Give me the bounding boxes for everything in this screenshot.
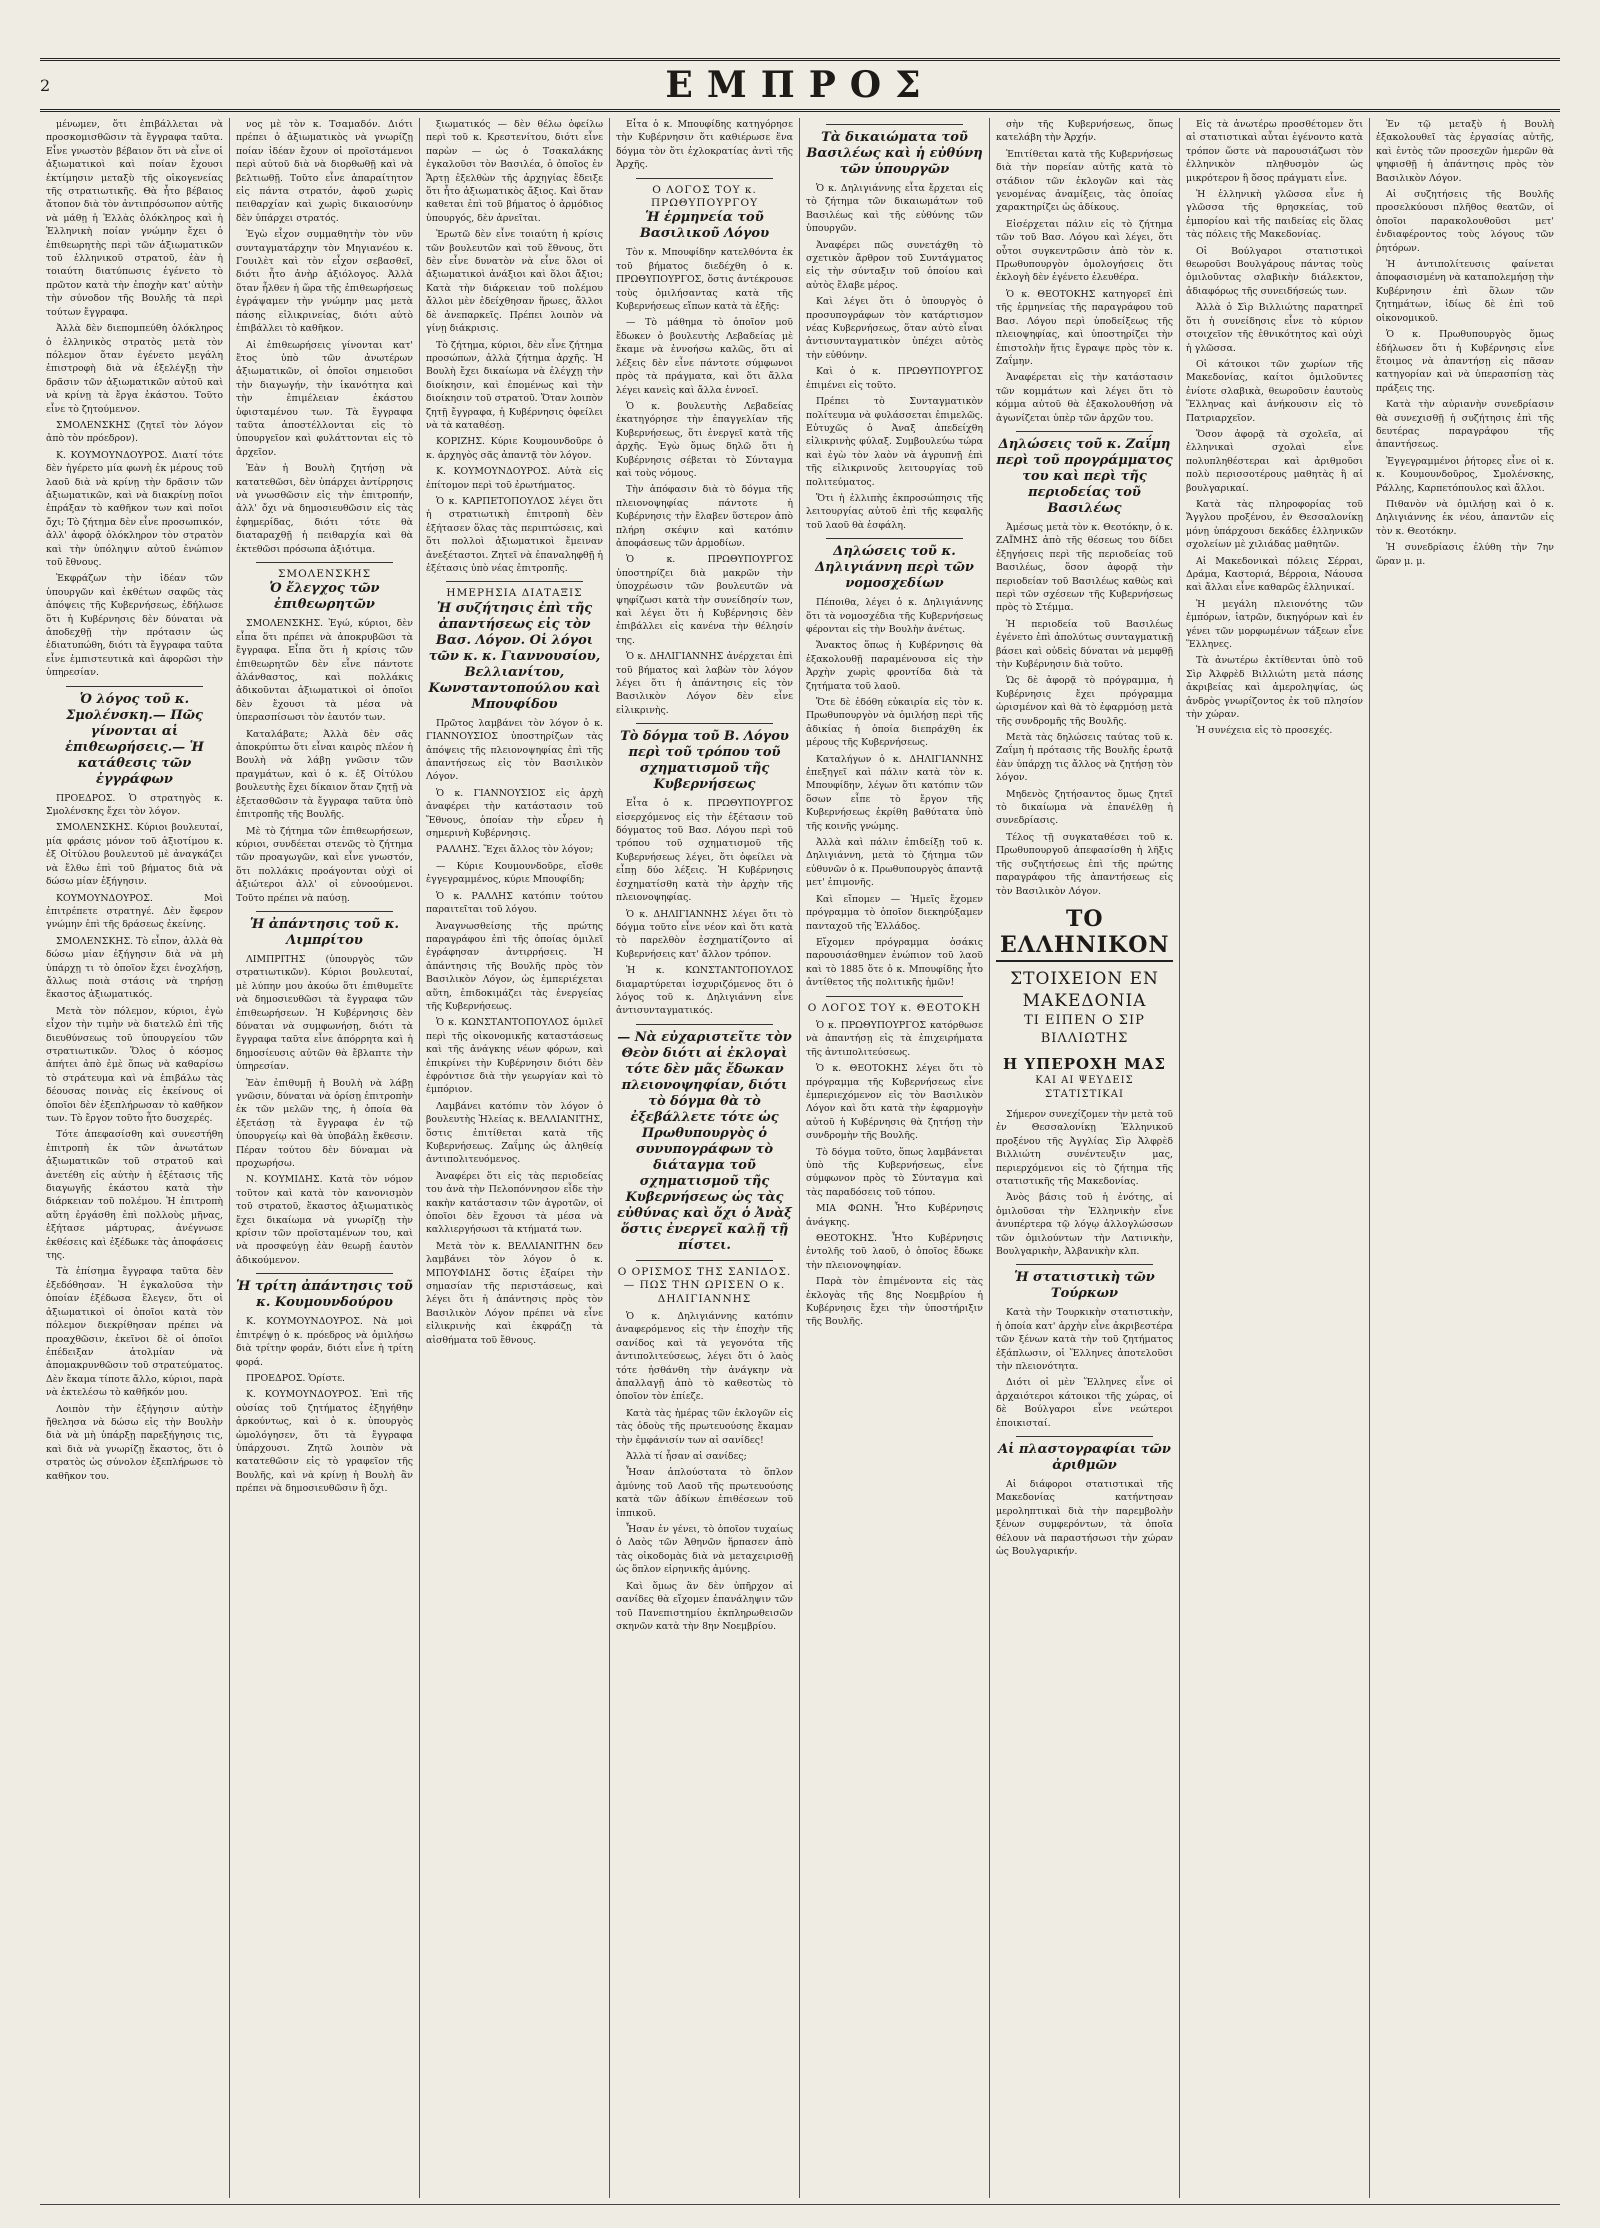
paragraph: Τὴν ἀπόφασιν διὰ τὸ δόγμα τῆς πλειονοψηφίας πάντοτε ἡ Κυβέρνησις τὴν ἔλαβεν ὕστερον ἀπὸ πλήρη σκέψιν καὶ κατόπιν ἀποφάσεως τῶν ἀρμοδίων.: [616, 484, 793, 549]
paragraph: Τὰ ἀνωτέρω ἐκτίθενται ὑπὸ τοῦ Σὶρ Ἀλφρὲδ Βιλλιώτη μετὰ πάσης ἀκριβείας καὶ ἀμεροληψίας, ὡς ἀνδρὸς γνωρίζοντος ἐκ τοῦ πλησίον τὴν χώραν.: [1186, 655, 1363, 721]
paragraph: ΚΟΥΜΟΥΝΔΟΥΡΟΣ. Μοὶ ἐπιτρέπετε στρατηγέ. Δὲν ἔφερον γνώμην ἐπὶ τῆς δράσεως ἐκείνης.: [46, 892, 223, 931]
feature-line-1: ΣΤΟΙΧΕΙΟΝ ΕΝ ΜΑΚΕΔΟΝΙΑ: [1010, 968, 1159, 1011]
section-heading: [236, 1273, 413, 1311]
section-heading: [236, 911, 413, 949]
paragraph: Ὁ κ. ΡΑΛΛΗΣ κατόπιν τούτου παραιτεῖται τοῦ λόγου.: [426, 890, 603, 916]
paragraph: Ὁ κ. Δηλιγιάννης εἶτα ἔρχεται εἰς τὸ ζήτημα τῶν δικαιωμάτων τοῦ Βασιλέως καὶ τῆς εὐθύνης τῶν ὑπουργῶν.: [806, 183, 983, 235]
heading-title: Ὁ ἔλεγχος τῶν ἐπιθεωρητῶν: [269, 581, 380, 613]
paragraph: Αἱ Μακεδονικαὶ πόλεις Σέρραι, Δράμα, Καστοριά, Βέρροια, Νάουσα καὶ ἄλλαι εἶνε καθαρῶς ἑλληνικαί.: [1186, 555, 1363, 594]
paragraph: Αἱ ἐπιθεωρήσεις γίνονται κατ' ἔτος ὑπὸ τῶν ἀνωτέρων ἀξιωματικῶν, οἱ ὁποῖοι σημειοῦσι τὴν διαγωγήν, τὴν ἱκανότητα καὶ τὴν ἐπιμέλειαν ἑκάστου ὑφισταμένου των. Τὰ ἔγγραφα ταῦτα ἀποστέλλονται εἰς τὸ ὑπουργεῖον καὶ φυλάττονται εἰς τὸ ἀρχεῖον.: [236, 339, 413, 458]
paragraph: Καὶ ὅμως ἂν δὲν ὑπῆρχον αἱ σανίδες θὰ εἴχομεν ἐπανάληψιν τῶν τοῦ Πανεπιστημίου ἐκπληρωθεισῶν σκηνῶν κατὰ τὴν 8ην Νοεμβρίου.: [616, 1580, 793, 1632]
heading-title: Τὰ δικαιώματα τοῦ Βασιλέως καὶ ἡ εὐθύνη τῶν ὑπουργῶν: [806, 130, 983, 177]
paragraph: Ἄνακτος ὅπως ἡ Κυβέρνησις θὰ ἐξακολουθῇ παραμένουσα εἰς τὴν Ἀρχὴν χωρὶς φροντίδα διὰ τὰ ζητήματα τοῦ λαοῦ.: [806, 640, 983, 692]
column-3: [420, 118, 610, 2198]
feature-line-4: ΚΑΙ ΑΙ ΨΕΥΔΕΙΣ ΣΤΑΤΙΣΤΙΚΑΙ: [1035, 1074, 1134, 1100]
paragraph: ΣΜΟΛΕΝΣΚΗΣ. Τὸ εἶπον, ἀλλὰ θὰ δώσω μίαν ἐξήγησιν διὰ νὰ μὴ ὑπάρχῃ τι τὸ ὁποῖον ἔχει ἐνοχλήσῃ, ἄλλως ποιὰ στάσις νὰ τηρήσῃ ἕκαστος ἀξιωματικός.: [46, 935, 223, 1001]
heading-rule: [446, 581, 583, 582]
paragraph: Καταλήγων ὁ κ. ΔΗΛΙΓΙΑΝΝΗΣ ἐπεξηγεῖ καὶ πάλιν κατὰ τὸν κ. Μπουφίδην, λέγων ὅτι κατόπιν τῶν ὅσων εἶπε τὸ ἔργον τῆς Κυβερνήσεως ἐκρίθη βαθύτατα ὑπὸ τῆς κοινῆς γνώμης.: [806, 753, 983, 832]
paragraph: Εἰς τὰ ἀνωτέρω προσθέτομεν ὅτι αἱ στατιστικαὶ αὗται ἐγένοντο κατὰ τρόπον ὥστε νὰ παρουσιάζωσι τὸν ἑλληνικὸν πληθυσμὸν ὡς μικρότερον ἢ ὅσος πράγματι εἶνε.: [1186, 119, 1363, 184]
heading-title: — Νὰ εὐχαριστεῖτε τὸν Θεὸν διότι αἱ ἐκλογαὶ τότε δὲν μᾶς ἔδωκαν πλειονοψηφίαν, διότι τὸ δόγμα θὰ τὸ ἐξεβάλλετε τότε ὡς Πρωθυπουργὸς ὁ συνυπογράφων τὸ διάταγμα τοῦ σχηματισμοῦ τῆς Κυβερνήσεως ὡς τὰς εὐθύνας καὶ ὄχι ὁ Ἀνὰξ ὅστις ἐνεργεῖ καλῇ τῇ πίστει.: [617, 1029, 792, 1253]
paragraph: Τὸ ζήτημα, κύριοι, δὲν εἶνε ζήτημα προσώπων, ἀλλὰ ζήτημα ἀρχῆς. Ἡ Βουλὴ ἔχει δικαίωμα νὰ ἐλέγχῃ τὴν διοίκησιν, καὶ ἐπομένως καὶ τὴν διοίκησιν τοῦ στρατοῦ. Ὅταν λοιπὸν ζητῇ ἔγγραφα, ἡ Κυβέρνησις ὀφείλει νὰ τὰ καταθέσῃ.: [426, 339, 603, 431]
paragraph: Ὁ κ. Δηλιγιάννης κατόπιν ἀναφερόμενος εἰς τὴν ἐποχὴν τῆς σανίδος καὶ τὰ γεγονότα τῆς ἀντιπολιτεύσεως, λέγει ὅτι ὁ λαὸς τότε ἠσθάνθη τὴν ἀνάγκην νὰ ἀπαλλαγῇ ἀπὸ τὸ καθεστὼς τὸ ὁποῖον τὸν ἐπίεζε.: [616, 1310, 793, 1403]
paragraph: Διότι οἱ μὲν Ἕλληνες εἶνε οἱ ἀρχαιότεροι κάτοικοι τῆς χώρας, οἱ δὲ Βούλγαροι εἶνε νεώτεροι ἐποικισταί.: [996, 1377, 1173, 1429]
paragraph: Ὁ κ. ΠΡΩΘΥΠΟΥΡΓΟΣ ὑποστηρίζει διὰ μακρῶν τὴν ὑποχρέωσιν τῶν βουλευτῶν νὰ ψηφίζωσι κατὰ τὴν συνείδησίν των, καὶ λέγει ὅτι ἡ Κυβέρνησις δὲν ἐπιβάλλει εἰς κανένα τὴν θέλησίν της.: [616, 554, 793, 646]
paragraph: Ἀναφέρει ὅτι εἰς τὰς περιοδείας του ἀνὰ τὴν Πελοπόννησον εἶδε τὴν κακὴν κατάστασιν τῶν ἀγροτῶν, οἱ ὁποῖοι δὲν ἔχουσι τὰ μέσα νὰ καλλιεργήσωσι τὰ κτήματά των.: [426, 1170, 603, 1236]
paragraph: Αἱ συζητήσεις τῆς Βουλῆς προσελκύουσι πλῆθος θεατῶν, οἱ ὁποῖοι παρακολουθοῦσι μετ' ἐνδιαφέροντος τοὺς λόγους τῶν ῥητόρων.: [1376, 189, 1554, 254]
paragraph: Ὁ κ. ΘΕΟΤΟΚΗΣ κατηγορεῖ ἐπὶ τῆς ἑρμηνείας τῆς παραγράφου τοῦ Βασ. Λόγου περὶ ὑποδείξεως τῆς πλειοψηφίας, καὶ ὑποστηρίζει τὴν ἐπιστολὴν ἥτις ἔγραψε πρὸς τὸν κ. Ζαΐμην.: [996, 288, 1173, 367]
column-2: [230, 118, 420, 2198]
paragraph: Μετὰ τὸν πόλεμον, κύριοι, ἐγὼ εἶχον τὴν τιμὴν νὰ διατελῶ ἐπὶ τῆς διευθύνσεως τοῦ ὑπουργείου τῶν στρατιωτικῶν. Ὅλος ὁ κόσμος ἀπήτει ἀπὸ ἐμὲ ὅπως νὰ καθαρίσω τὸ στράτευμα καὶ νὰ ἐπιβάλω τὰς δέουσας ποινὰς εἰς ἐκείνους οἱ ὁποῖοι δὲν ἐξεπλήρωσαν τὸ καθῆκον των. Τὸ ἔργον τοῦτο ἦτο δυσχερές.: [46, 1005, 223, 1124]
paragraph: Ἡ μεγάλη πλειονότης τῶν ἐμπόρων, ἰατρῶν, δικηγόρων καὶ ἐν γένει τῶν μορφωμένων τάξεων εἶνε Ἕλληνες.: [1186, 598, 1363, 651]
heading-rule: [826, 996, 963, 997]
paragraph: Λοιπὸν τὴν ἐξήγησιν αὐτὴν ἤθελησα νὰ δώσω εἰς τὴν Βουλὴν διὰ νὰ μὴ ὑπάρξῃ παρεξήγησις τις, καὶ διὰ νὰ γνωρίζῃ ἕκαστος, ὅτι ὁ στρατὸς ὡς σύνολον ἐξεπλήρωσε τὸ καθῆκον του.: [46, 1403, 223, 1482]
heading-title: Ἡ ἀπάντησις τοῦ κ. Λιμπρίτου: [249, 916, 400, 948]
paragraph: Ἡ συνέχεια εἰς τὸ προσεχές.: [1196, 725, 1333, 737]
paragraph: Ὁ κ. ΚΩΝΣΤΑΝΤΟΠΟΥΛΟΣ ὁμιλεῖ περὶ τῆς οἰκονομικῆς καταστάσεως καὶ τῆς ἀνάγκης νέων φόρων, καὶ ἐπικρίνει τὴν Κυβέρνησιν διότι δὲν ἐφρόντισε διὰ τὴν γεωργίαν καὶ τὸ ἐμπόριον.: [426, 1017, 603, 1096]
heading-title: Αἱ πλαστογραφίαι τῶν ἀριθμῶν: [998, 1442, 1171, 1474]
heading-title: Δηλώσεις τοῦ κ. Ζαΐμη περὶ τοῦ προγράμματος του καὶ περὶ τῆς περιοδείας τοῦ Βασιλέως: [996, 436, 1173, 516]
paragraph: Καὶ λέγει ὅτι ὁ ὑπουργὸς ὁ προσυπογράφων τὸν κατάρτισμον νέας Κυβερνήσεως, ὅταν αὐτὸ εἶναι ἀντισυνταγματικὸν ὑπέχει αὐτὸς τὴν εὐθύνην.: [806, 296, 983, 361]
paragraph: μένωμεν, ὅτι ἐπιβάλλεται νὰ προσκομισθῶσιν τὰ ἔγγραφα ταῦτα. Εἶνε γνωστὸν βέβαιον ὅτι νὰ εἶνε οἱ ἀξιωματικοὶ καὶ ποίαν ἔχουσι ἐκτίμησιν μεταξὺ τῆς οἰκογενείας τῆς στρατιωτικῆς. Θὰ ἦτο βέβαιος ἄτοπον διὰ τὸν ἀντιπρόσωπον αὐτῆς νὰ μάθῃ ἡ Ἑλλὰς ὁλόκληρος καὶ ἡ Ἑλληνικὴ ποίαν γνώμην ἔχει ὁ ἐπιθεωρητὴς περὶ τῶν ἀξιωματικῶν τοῦ ἑλληνικοῦ στρατοῦ, ἐὰν ἡ τοιαύτη διατύπωσις ἐγένετο τὸ πρῶτον κατὰ τὴν ἐποχὴν κατ' αὐτὴν τὴν σύνοδον τῆς Βουλῆς τὰ περὶ τούτων ἔγγραφα.: [46, 119, 223, 318]
section-heading: [806, 538, 983, 592]
paragraph: Εἴχομεν πρόγραμμα ὁσάκις παρουσιάσθημεν ἐνώπιον τοῦ λαοῦ καὶ τὸ 1885 ὅτε ὁ κ. Μπουφίδης ἦτο ἀντίθετος τῆς πολιτικῆς ἡμῶν!: [806, 936, 983, 989]
section-heading: [236, 562, 413, 613]
column-6: [990, 118, 1180, 2198]
heading-rule: [1016, 431, 1153, 432]
column-5: [800, 118, 990, 2198]
heading-title: Ἡ στατιστικὴ τῶν Τούρκων: [1014, 1270, 1155, 1302]
section-heading: [996, 431, 1173, 517]
paragraph: Κατὰ τὰς πληροφορίας τοῦ Ἄγγλου προξένου, ἐν Θεσσαλονίκῃ μόνῃ ὑπάρχουσι δεκάδες ἑλληνικῶν σχολείων μὲ χιλιάδας μαθητῶν.: [1186, 498, 1363, 551]
section-heading: [426, 581, 603, 712]
column-1: [40, 118, 230, 2198]
heading-rule: [66, 686, 203, 687]
paragraph: Ὁ κ. ΓΙΑΝΝΟΥΣΙΟΣ εἰς ἀρχὴ ἀναφέρει τὴν κατάστασιν τοῦ Ἔθνους, ὁποίαν τὴν εὗρεν ἡ σημερινὴ Κυβέρνησις.: [426, 787, 603, 840]
heading-rule: [636, 178, 773, 179]
paragraph: Ἀλλὰ δὲν διεπομπεύθη ὁλόκληρος ὁ ἑλληνικὸς στρατὸς μετὰ τὸν πόλεμον ὅταν ἐγένετο μεγάλη ἐπιστροφὴ διὰ νὰ ἐξελέγξῃ τὴν δρᾶσιν τῶν ἀξιωματικῶν αὐτοῦ καὶ νὰ κρίνῃ τὰ ἔργα ἑκάστου. Τοῦτο εἶνε τὸ ζητούμενον.: [46, 323, 223, 415]
heading-rule: [636, 723, 773, 724]
paragraph: Τὸ δόγμα τοῦτο, ὅπως λαμβάνεται ὑπὸ τῆς Κυβερνήσεως, εἶνε σύμφωνον πρὸς τὸ Σύνταγμα καὶ τὰς παραδόσεις τοῦ τόπου.: [806, 1146, 983, 1198]
heading-title: Ἡ συζήτησις ἐπὶ τῆς ἀπαντήσεως εἰς τὸν Βασ. Λόγον. Οἱ λόγοι τῶν κ. κ. Γιαννουσίου, Βελλιανίτου, Κωνσταντοπούλου καὶ Μπουφίδου: [428, 600, 601, 712]
section-heading: [46, 686, 223, 788]
paragraph: Μετὰ τὸν κ. ΒΕΛΛΙΑΝΙΤΗΝ δεν λαμβάνει τὸν λόγον ὁ κ. ΜΠΟΥΦΙΔΗΣ ὅστις ἐξαίρει τὴν σημασίαν τῆς περιστάσεως, καὶ λέγει ὅτι ἡ ἀπάντησις πρὸς τὸν Βασιλικὸν Λόγον πρέπει νὰ εἶνε εἰλικρινὴς καὶ ἐκφράζῃ τὰ αἰσθήματα τοῦ ἔθνους.: [426, 1240, 603, 1346]
heading-kicker: ΣΜΟΛΕΝΣΚΗΣ: [277, 568, 372, 580]
paragraph: Κ. ΚΟΥΜΟΥΝΔΟΥΡΟΣ. Νὰ μοὶ ἐπιτρέψῃ ὁ κ. πρόεδρος νὰ ὁμιλήσω διὰ τρίτην φοράν, διότι εἶνε ἡ τρίτη φορά.: [236, 1316, 413, 1368]
paragraph: Πρῶτος λαμβάνει τὸν λόγον ὁ κ. ΓΙΑΝΝΟΥΣΙΟΣ ὑποστηρίζων τὰς ἀπόψεις τῆς πλειονοψηφίας ἐπὶ τῆς ἀπαντήσεως εἰς τὸν Βασιλικὸν Λόγον.: [426, 717, 603, 783]
paragraph: ΡΑΛΛΗΣ. Ἔχει ἄλλος τὸν λόγον;: [436, 844, 594, 856]
paragraph: Κ. ΚΟΥΜΟΥΝΔΟΥΡΟΣ. Ἐπὶ τῆς οὐσίας τοῦ ζητήματος ἐξηγήθην ἀρκούντως, καὶ ὁ κ. ὑπουργὸς ὡμολόγησεν, ὅτι τὰ ἔγγραφα ὑπάρχουσι. Ζητῶ λοιπὸν νὰ κατατεθῶσιν εἰς τὸ γραφεῖον τῆς Βουλῆς, καὶ νὰ κρίνῃ ἡ Βουλὴ ἂν πρέπει νὰ δημοσιευθῶσιν ἢ ὄχι.: [236, 1389, 413, 1495]
heading-kicker: Ο ΛΟΓΟΣ ΤΟΥ κ. ΠΡΩΘΥΠΟΥΡΓΟΥ: [650, 183, 759, 210]
paragraph: Μετὰ τὰς δηλώσεις ταύτας τοῦ κ. Ζαΐμη ἡ πρότασις τῆς Βουλῆς ἐρωτᾷ ἐὰν ὑπάρχῃ τις ἄλλος νὰ ζητήσῃ τὸν λόγον.: [996, 732, 1173, 784]
bottom-rule: [40, 2204, 1560, 2205]
paragraph: Ν. ΚΟΥΜΙΔΗΣ. Κατὰ τὸν νόμον τοῦτον καὶ κατὰ τὸν κανονισμὸν τοῦ στρατοῦ, ἕκαστος ἀξιωματικὸς ἔχει δικαίωμα νὰ γνωρίζῃ τὴν κρίσιν τῶν προϊσταμένων του, καὶ νὰ προσφεύγῃ ἐὰν θεωρῇ ἑαυτὸν ἀδικούμενον.: [236, 1174, 413, 1266]
paragraph: Ἐν τῷ μεταξὺ ἡ Βουλὴ ἐξακολουθεῖ τὰς ἐργασίας αὐτῆς, καὶ ἐντὸς τῶν προσεχῶν ἡμερῶν θὰ ψηφισθῇ ἡ ἀπάντησις πρὸς τὸν Βασιλικὸν Λόγον.: [1376, 119, 1554, 184]
section-heading: [806, 124, 983, 178]
paragraph: Ὁ κ. βουλευτὴς Λεβαδείας ἐκατηγόρησε τὴν ἐπαγγελίαν τῆς Κυβερνήσεως, ὅτι ἐνεργεῖ κατὰ τῆς ἀρχῆς. Ἐγὼ ὅμως δηλῶ ὅτι ἡ Κυβέρνησις σέβεται τὸ Σύνταγμα καὶ τοὺς νόμους.: [616, 400, 793, 479]
paragraph: Εἶτα ὁ κ. Μπουφίδης κατηγόρησε τὴν Κυβέρνησιν ὅτι καθιέρωσε ἕνα δόγμα τὸν ὅτι ἐχλοκρατίας ἀντὶ τῆς Ἀρχῆς.: [616, 119, 793, 171]
paragraph: νος μὲ τὸν κ. Τσαμαδόν. Διότι πρέπει ὁ ἀξιωματικὸς νὰ γνωρίζῃ ποίαν ἰδέαν ἔχουν οἱ προϊστάμενοι περὶ αὐτοῦ διὰ νὰ διορθωθῇ καὶ νὰ βελτιωθῇ. Τοῦτο εἶνε ἀπαραίτητον εἰς πάντα στρατόν, ἀφοῦ χωρὶς πειθαρχίαν καὶ χωρὶς δικαιοσύνην δὲν ὑπάρχει στρατός.: [236, 119, 413, 224]
paragraph: Ὁ κ. ΔΗΛΙΓΙΑΝΝΗΣ λέγει ὅτι τὸ δόγμα τοῦτο εἶνε νέον καὶ ὅτι κατὰ τὸ παρελθὸν ἐσχηματίζοντο αἱ Κυβερνήσεις κατ' ἄλλον τρόπον.: [616, 908, 793, 960]
paragraph: Οἱ Βούλγαροι στατιστικοὶ θεωροῦσι Βουλγάρους πάντας τοὺς ὁμιλοῦντας σλαβικὴν διάλεκτον, ἀδιαφόρως τῆς συνειδήσεώς των.: [1186, 245, 1363, 297]
paragraph: Ὁ κ. ΠΡΩΘΥΠΟΥΡΓΟΣ κατόρθωσε νὰ ἀπαντήσῃ εἰς τὰ ἐπιχειρήματα τῆς ἀντιπολιτεύσεως.: [806, 1019, 983, 1058]
paragraph: Ἐκφράζων τὴν ἰδέαν τῶν ὑπουργῶν καὶ ἐκθέτων σαφῶς τὰς ἀπόψεις τῆς Κυβερνήσεως, ἐδήλωσε ὅτι ἡ Κυβέρνησις δὲν δύναται νὰ ἀποδεχθῇ τὴν πρότασιν ὡς ἐδιατυπώθη, διότι τὰ ἔγγραφα ταῦτα εἶνε ἐμπιστευτικὰ καὶ ἀφορῶσι τὴν ὑπηρεσίαν.: [46, 573, 223, 679]
paragraph: Κατὰ τὴν αὐριανὴν συνεδρίασιν θὰ συνεχισθῇ ἡ συζήτησις ἐπὶ τῆς δευτέρας παραγράφου τῆς ἀπαντήσεως.: [1376, 399, 1554, 451]
paragraph: Κ. ΚΟΥΜΟΥΝΔΟΥΡΟΣ. Διατί τότε δὲν ἠγέρετο μία φωνὴ ἐκ μέρους τοῦ λαοῦ διὰ νὰ κρίνῃ τὴν δρᾶσιν τῶν ἀξιωματικῶν, καὶ νὰ διακρίνῃ ποῖοι ἐπράξαν τὸ καθῆκον των καὶ ποῖοι ὄχι; Τὸ ζήτημα δὲν εἶνε προσωπικόν, ἀλλ' ἀφορᾷ ὁλόκληρον τὸν στρατὸν καὶ τὴν ὑπόληψιν αὐτοῦ ἐνώπιον τοῦ ἔθνους.: [46, 449, 223, 568]
heading-rule: [636, 1260, 773, 1261]
feature-banner-wrap: [996, 906, 1173, 962]
paragraph: Ἀλλὰ ὁ Σὶρ Βιλλιώτης παρατηρεῖ ὅτι ἡ συνείδησις εἶνε τὸ κύριον στοιχεῖον τῆς ἐθνικότητος καὶ οὐχὶ ἡ γλῶσσα.: [1186, 302, 1363, 354]
paragraph: ΛΙΜΠΡΙΤΗΣ (ὑπουργὸς τῶν στρατιωτικῶν). Κύριοι βουλευταί, μὲ λύπην μου ἀκούω ὅτι ἐπιθυμεῖτε νὰ δημοσιευθῶσι τὰ ἔγγραφα τῶν ἐπιθεωρήσεων. Ἡ Κυβέρνησις δὲν δύναται νὰ συμφωνήσῃ, διότι τὰ ἔγγραφα ταῦτα εἶνε ἀπόρρητα καὶ ἡ δημοσίευσις αὐτῶν θὰ ἔβλαπτε τὴν ὑπηρεσίαν.: [236, 953, 413, 1073]
section-heading: [806, 996, 983, 1015]
page-number: 2: [40, 75, 51, 95]
feature-headline-block: [996, 906, 1173, 1102]
paragraph: ΣΜΟΛΕΝΣΚΗΣ. Ἐγώ, κύριοι, δὲν εἶπα ὅτι πρέπει νὰ ἀποκρυβῶσι τὰ ἔγγραφα. Εἶπα ὅτι ἡ κρίσις τῶν ἐπιθεωρητῶν δὲν εἶνε πάντοτε ἀλάνθαστος, καὶ πολλάκις ἀδικοῦνται ἀξιωματικοὶ οἱ ὁποῖοι δὲν ἔχουσι τὰ μέσα νὰ ὑπερασπίσωσι τὸν ἑαυτόν των.: [236, 618, 413, 724]
paragraph: Μὲ τὸ ζήτημα τῶν ἐπιθεωρήσεων, κύριοι, συνδέεται στενῶς τὸ ζήτημα τῶν προαγωγῶν, καὶ εἶνε γνωστόν, ὅτι πολλάκις προάγονται οὐχὶ οἱ ἀξιώτεροι ἀλλ' οἱ εὐνοούμενοι. Τοῦτο πρέπει νὰ παύσῃ.: [236, 825, 413, 904]
paragraph: ΠΡΟΕΔΡΟΣ. Ὁρίστε.: [246, 1372, 346, 1384]
heading-title: Δηλώσεις τοῦ κ. Δηλιγιάννη περὶ τῶν νομοσχεδίων: [815, 544, 974, 592]
paragraph: Ὁ κ. ΔΗΛΙΓΙΑΝΝΗΣ ἀνέρχεται ἐπὶ τοῦ βήματος καὶ λαβὼν τὸν λόγον λέγει ὅτι ἡ ἀπάντησις εἰς τὸν Βασιλικὸν Λόγον δὲν εἶνε εἰλικρινὴς.: [616, 651, 793, 716]
heading-title: Τὸ δόγμα τοῦ Β. Λόγου περὶ τοῦ τρόπου τοῦ σχηματισμοῦ τῆς Κυβερνήσεως: [620, 729, 789, 793]
paragraph: Καὶ εἴπομεν — Ἡμεῖς ἔχομεν πρόγραμμα τὸ ὁποῖον διεκηρύξαμεν πανταχοῦ τῆς Ἑλλάδος.: [806, 893, 983, 932]
paragraph: Ἐγὼ εἶχον συμμαθητὴν τὸν νῦν συνταγματάρχην τὸν Μηγιανέου κ. Γουιλὲτ καὶ τὸν εἶχον σεβασθεῖ, διότι ἦτο ἀνὴρ ἀξιόλογος. Ἀλλὰ ὅταν ἦλθεν ἡ ὥρα τῆς ἐπιθεωρήσεως ἐγράψαμεν τὴν γνώμην μας μετὰ πάσης εἰλικρινείας, διότι αὐτὸ ἐπιβάλλει τὸ καθῆκον.: [236, 229, 413, 335]
heading-rule: [826, 538, 963, 539]
heading-rule: [256, 1273, 393, 1274]
paragraph: ΠΡΟΕΔΡΟΣ. Ὁ στρατηγὸς κ. Σμολένσκης ἔχει τὸν λόγον.: [46, 792, 223, 818]
paragraph: Ἡ περιοδεία τοῦ Βασιλέως ἐγένετο ἐπὶ ἀπολύτως συνταγματικῇ βάσει καὶ οὐδεὶς δύναται νὰ μεμφθῇ τὴν Κυβέρνησιν διὰ τοῦτο.: [996, 618, 1173, 670]
heading-rule: [256, 911, 393, 912]
paragraph: Λαμβάνει κατόπιν τὸν λόγον ὁ βουλευτὴς Ἠλείας κ. ΒΕΛΛΙΑΝΙΤΗΣ, ὅστις ἐπιτίθεται κατὰ τῆς Κυβερνήσεως. Ζαΐμης ὡς ἀληθείᾳ ἀντιπολιτευόμενος.: [426, 1100, 603, 1166]
text-columns: [40, 118, 1560, 2198]
paragraph: Καὶ ὁ κ. ΠΡΩΘΥΠΟΥΡΓΟΣ ἐπιμένει εἰς τοῦτο.: [806, 366, 983, 391]
paragraph: σὴν τῆς Κυβερνήσεως, ὅπως κατελάβη τὴν Ἀρχήν.: [996, 119, 1173, 144]
heading-title: Ὁ λόγος τοῦ κ. Σμολένσκη.— Πῶς γίνονται αἱ ἐπιθεωρήσεις.— Ἡ κατάθεσις τῶν ἐγγράφων: [65, 691, 204, 787]
paragraph: ΣΜΟΛΕΝΣΚΗΣ. Κύριοι βουλευταί, μία φράσις μόνον τοῦ ἀξιοτίμου κ. ἐξ Οἰτύλου βουλευτοῦ μὲ ἀναγκάζει νὰ ἔλθω ἐπὶ τοῦ βήματος διὰ νὰ δώσω μίαν ἐξήγησιν.: [46, 822, 223, 888]
paragraph: Ἀμέσως μετὰ τὸν κ. Θεοτόκην, ὁ κ. ΖΑΪΜΗΣ ἀπὸ τῆς θέσεως του δίδει ἐξηγήσεις περὶ τῆς περιοδείας τοῦ Βασιλέως, ὅσον ἀφορᾷ τὴν περιοδείαν τοῦ Βασιλέως καθὼς καὶ περὶ τῶν σχέσεων τῆς Κυβερνήσεως πρὸς τὸ Στέμμα.: [996, 521, 1173, 614]
paragraph: ΣΜΟΛΕΝΣΚΗΣ (ζητεῖ τὸν λόγον ἀπὸ τὸν πρόεδρον).: [46, 419, 223, 445]
paragraph: Παρὰ τὸν ἐπιμένοντα εἰς τὰς ἐκλογὰς τῆς 8ης Νοεμβρίου ἡ Κυβέρνησις ἔχει τὴν ὑποστήριξιν τῆς Βουλῆς.: [806, 1276, 983, 1328]
paragraph: Ἀναγνωσθείσης τῆς πρώτης παραγράφου ἐπὶ τῆς ὁποίας ὁμιλεῖ ἐγράφησαν ἀντιρρήσεις. Ἡ ἀπάντησις τῆς Βουλῆς πρὸς τὸν Βασιλικὸν Λόγον, ὡς ἐμπεριέχεται αὕτη, ἐπιδοκιμάζει τὰς ἐνεργείας τῆς Κυβερνήσεως.: [426, 920, 603, 1012]
paragraph: Καταλάβατε; Ἀλλὰ δὲν σᾶς ἀποκρύπτω ὅτι εἶναι καιρὸς πλέον ἡ Βουλὴ νὰ λάβῃ γνῶσιν τῶν πραγμάτων, καὶ ὁ κ. ἐξ Οἰτύλου βουλευτὴς ἔχει δίκαιον ὅταν ζητῇ νὰ ἐξετασθῶσιν τὰ ἔγγραφα ταῦτα ὑπὸ ἐπιτροπῆς τῆς Βουλῆς.: [236, 728, 413, 821]
heading-kicker: Ο ΛΟΓΟΣ ΤΟΥ κ. ΘΕΟΤΟΚΗ: [807, 1001, 982, 1014]
heading-title: Ἡ ἑρμηνεία τοῦ Βασιλικοῦ Λόγου: [639, 210, 770, 242]
paragraph: Ἡ ἑλληνικὴ γλῶσσα εἶνε ἡ γλῶσσα τῆς θρησκείας, τοῦ ἐμπορίου καὶ τῆς παιδείας εἰς ὅλας τὰς πόλεις τῆς Μακεδονίας.: [1186, 189, 1363, 241]
paragraph: Ἀναφέρει πῶς συνετάχθη τὸ σχετικὸν ἄρθρον τοῦ Συντάγματος εἰς τὴν σύνταξιν τοῦ ὁποίου καὶ αὐτὸς ἔλαβε μέρος.: [806, 239, 983, 291]
paragraph: — Τὸ μάθημα τὸ ὁποῖον μοῦ ἔδωκεν ὁ βουλευτὴς Λεβαδείας μὲ ἔκαμε νὰ ἐννοήσω καλῶς, ὅτι αἱ λέξεις δὲν εἶνε πάντοτε σύμφωνοι πρὸς τὰ πράγματα, καὶ ὅτι ἄλλα λέγει κανεὶς καὶ ἄλλα ἐννοεῖ.: [616, 317, 793, 396]
section-heading: [616, 723, 793, 793]
paragraph: Ἡ ἀντιπολίτευσις φαίνεται ἀποφασισμένη νὰ καταπολεμήσῃ τὴν Κυβέρνησιν ἐπὶ ὅλων τῶν ζητημάτων, ἰδίως δὲ ἐπὶ τοῦ οἰκονομικοῦ.: [1376, 259, 1554, 324]
section-heading: [996, 1436, 1173, 1474]
section-heading: [996, 1264, 1173, 1302]
paragraph: Κατὰ τὰς ἡμέρας τῶν ἐκλογῶν εἰς τὰς ὁδοὺς τῆς πρωτευούσης ἔκαμαν τὴν ἐμφάνισίν των αἱ σανίδες!: [616, 1407, 793, 1446]
feature-line-2: ΤΙ ΕΙΠΕΝ Ο ΣΙΡ ΒΙΛΛΙΩΤΗΣ: [1024, 1012, 1145, 1046]
paragraph: Ἐὰν ἡ Βουλὴ ζητήσῃ νὰ κατατεθῶσι, δὲν ὑπάρχει ἀντίρρησις νὰ γνωσθῶσιν εἰς τὴν ἐπιτροπήν, ἀλλ' ὄχι νὰ δημοσιευθῶσιν εἰς τὰς ἐφημερίδας, διότι τότε θὰ διαταραχθῇ ἡ πειθαρχία καὶ θὰ ἐκτεθῶσι πρόσωπα ἀξιότιμα.: [236, 463, 413, 555]
column-7: [1180, 118, 1370, 2198]
paragraph: ΜΙΑ ΦΩΝΗ. Ἦτο Κυβέρνησις ἀνάγκης.: [806, 1203, 983, 1228]
heading-rule: [636, 1024, 773, 1025]
paragraph: Τέλος τῇ συγκαταθέσει τοῦ κ. Πρωθυπουργοῦ ἀπεφασίσθη ἡ λῆξις τῆς συζητήσεως ἐπὶ τῆς πρώτης παραγράφου τῆς ἀπαντήσεως εἰς τὸν Βασιλικὸν Λόγον.: [996, 831, 1173, 897]
heading-rule: [1016, 1436, 1153, 1437]
section-heading: [616, 178, 793, 243]
paragraph: Μηδενὸς ζητήσαντος ὅμως ζητεῖ τὸ δικαίωμα νὰ ἐπανέλθῃ ἡ συνεδρίασις.: [996, 788, 1173, 827]
feature-line-3: Η ΥΠΕΡΟΧΗ ΜΑΣ: [1003, 1054, 1166, 1073]
paragraph: Ἀλλὰ τί ἦσαν αἱ σανίδες;: [626, 1451, 747, 1463]
paragraph: Ὅσον ἀφορᾷ τὰ σχολεῖα, αἱ ἑλληνικαὶ σχολαὶ εἶνε πολυπληθέστεραι καὶ ἀριθμοῦσι πολὺ περισσοτέρους μαθητὰς ἢ αἱ βουλγαρικαί.: [1186, 428, 1363, 494]
paragraph: ξιωματικός — δὲν θέλω ὀφείλω περὶ τοῦ κ. Κρεστενίτου, διότι εἶνε παρὼν — ὡς ὁ Τσακαλάκης ἐγκαλοῦσι τὸν Βασιλέα, ὁ ὁποῖος ἐν Ἄρτῃ ἐξελθὼν τῆς ἀρχηγίας ἔδειξε ὅτι ἦτο ἀξιωματικὸς ἄξιος. Καὶ ὅταν καθεται ἐπὶ τοῦ βήματος ὁ ἀρμόδιος ὑπουργός, δὲν ἀρνεῖται.: [426, 119, 603, 224]
paragraph: Ἦσαν ἐν γένει, τὸ ὁποῖον τυχαίως ὁ Λαὸς τῶν Ἀθηνῶν ἥρπασεν ἀπὸ τὰς οἰκοδομὰς διὰ νὰ μεταχειρισθῇ ὡς ὅπλον εἰρηνικῆς ἀμύνης.: [616, 1524, 793, 1576]
paragraph: Τότε ἀπεφασίσθη καὶ συνεστήθη ἐπιτροπὴ ἐκ τῶν ἀνωτάτων ἀξιωματικῶν τοῦ στρατοῦ καὶ ἀνετέθη εἰς αὐτὴν ἡ ἐξέτασις τῆς διαγωγῆς ἑκάστου κατὰ τὴν διάρκειαν τοῦ πολέμου. Ἡ ἐπιτροπὴ αὕτη ἐργάσθη ἐπὶ πολλοὺς μῆνας, ἐξήτασε μάρτυρας, ἀνέγνωσε ἐκθέσεις καὶ ἐξέδωκε τὰς ἀποφάσεις της.: [46, 1129, 223, 1262]
paragraph: Ἐγγεγραμμένοι ῥήτορες εἶνε οἱ κ. κ. Κουμουνδοῦρος, Σμολένσκης, Ράλλης, Καρπετόπουλος καὶ ἄλλοι.: [1376, 455, 1554, 494]
heading-rule: [826, 124, 963, 125]
paragraph: ΘΕΟΤΟΚΗΣ. Ἦτο Κυβέρνησις ἐντολῆς τοῦ λαοῦ, ὁ ὁποῖος ἔδωκε τὴν πλειονοψηφίαν.: [806, 1233, 983, 1271]
paragraph: Τὸν κ. Μπουφίδην κατελθόντα ἐκ τοῦ βήματος διεδέχθη ὁ κ. ΠΡΩΘΥΠΟΥΡΓΟΣ, ὅστις ἀντέκρουσε τοὺς ὁμιλήσαντας κατὰ τῆς Κυβερνήσεως εἴπων κατὰ τὰ ἑξῆς:: [616, 247, 793, 313]
paragraph: Ἀνὸς βάσις τοῦ ἡ ἐνότης, αἱ ὁμιλοῦσαι τὴν Ἑλληνικὴν εἶνε ἀνυπέρτερα τῷ λόγῳ ἀλλογλώσσων τῶν ὁμιλούντων τὴν Λατινικὴν, Βουλγαρικὴν, Ἀλβανικὴν κλπ.: [996, 1192, 1173, 1257]
paragraph: Κ. ΚΟΥΜΟΥΝΔΟΥΡΟΣ. Αὐτὰ εἰς ἐπίτομον περὶ τοῦ ἐρωτήματος.: [426, 466, 603, 491]
paragraph: Ἐρωτῶ δὲν εἶνε τοιαύτη ἡ κρίσις τῶν βουλευτῶν καὶ τοῦ ἔθνους, ὅτι δὲν εἶνε δυνατὸν νὰ εἶνε ὅλοι οἱ ἀξιωματικοὶ ἀνάξιοι καὶ ὅλοι ἄξιοι; Κατὰ τὴν διάρκειαν τοῦ πολέμου ἄλλοι μὲν ἐδείχθησαν ἥρωες, ἄλλοι δὲ ἀνεπαρκεῖς. Πρέπει λοιπὸν νὰ γίνῃ διάκρισις.: [426, 229, 603, 335]
newspaper-title: ΕΜΠΡΟΣ: [665, 64, 935, 106]
paragraph: Ὅτε δὲ ἐδόθη εὐκαιρία εἰς τὸν κ. Πρωθυπουργὸν νὰ ὁμιλήσῃ περὶ τῆς ἀδικίας ἡ ὁποία διεπράχθη ἐκ μέρους τῆς Κυβερνήσεως.: [806, 697, 983, 749]
paragraph: Πρέπει τὸ Συνταγματικὸν πολίτευμα νὰ φυλάσσεται ἐπιμελῶς. Εὐτυχῶς ὁ Ἀναξ ἀπεδείχθη εἰλικρινὴς φύλαξ. Συμβουλεύω τώρα καὶ ἐγὼ τὸν λαὸν νὰ ἀγρυπνῇ ἐπὶ τῆς εἰλικρινοῦς λειτουργίας τοῦ πολιτεύματος.: [806, 396, 983, 488]
masthead: [40, 58, 1560, 112]
paragraph: Ὅτι ἡ ἐλλιπὴς ἐκπροσώπησις τῆς λειτουργίας αὐτοῦ ἐπὶ τῆς κεφαλῆς τοῦ λαοῦ θὰ ἐσφάλη.: [806, 492, 983, 531]
paragraph: Πέποιθα, λέγει ὁ κ. Δηλιγιάννης ὅτι τὰ νομοσχέδια τῆς Κυβερνήσεως φέρονται εἰς τὴν Βουλὴν ἀνέτως.: [806, 597, 983, 635]
paragraph: Ἀλλὰ καὶ πάλιν ἐπιδείξῃ τοῦ κ. Δηλιγιάννη, μετὰ τὸ ζήτημα τῶν εὐθυνῶν ὁ κ. Πρωθυπουργὸς ἀπαντᾷ μετ' ἐπιμονῆς.: [806, 837, 983, 889]
heading-title: Ἡ τρίτη ἀπάντησις τοῦ κ. Κουμουνδούρου: [236, 1279, 413, 1311]
section-heading: [616, 1260, 793, 1306]
column-8: [1370, 118, 1560, 2198]
paragraph: Ἦσαν ἀπλούστατα τὸ ὅπλον ἀμύνης τοῦ Λαοῦ τῆς πρωτευούσης κατὰ τῶν ἀδίκων ἐπιθέσεων τοῦ ἱππικοῦ.: [616, 1467, 793, 1519]
heading-rule: [1016, 1264, 1153, 1265]
paragraph: Ὁ κ. ΚΑΡΠΕΤΟΠΟΥΛΟΣ λέγει ὅτι ἡ στρατιωτικὴ ἐπιτροπὴ δὲν ἐξήτασεν ὅλας τὰς περιπτώσεις, καὶ ὅτι πολλοὶ ἀξιωματικοὶ ἔμειναν ἀνεξέταστοι. Ζητεῖ νὰ ἐπαναληφθῇ ἡ ἐξέτασις ὑπὸ νέας ἐπιτροπῆς.: [426, 495, 603, 574]
paragraph: Ὁ κ. Πρωθυπουργὸς ὅμως ἐδήλωσεν ὅτι ἡ Κυβέρνησις εἶνε ἕτοιμος νὰ ἀπαντήσῃ εἰς πᾶσαν κατηγορίαν καὶ νὰ ὑπερασπίσῃ τὰς πράξεις της.: [1376, 329, 1554, 394]
feature-banner: ΤΟ ΕΛΛΗΝΙΚΟΝ: [996, 906, 1173, 962]
paragraph: Εἰσέρχεται πάλιν εἰς τὸ ζήτημα τῶν τοῦ Βασ. Λόγου καὶ λέγει, ὅτι οὗτοι συγκεντρῶσιν ἀπὸ τὸν κ. Πρωθυπουργὸν ὁμολογήσεις ὅτι ἐκλογὴ δὲν ἐγένετο ἐλευθέρα.: [996, 218, 1173, 284]
heading-rule: [256, 562, 393, 563]
paragraph: Ἀναφέρεται εἰς τὴν κατάστασιν τῶν κομμάτων καὶ λέγει ὅτι τὸ κόμμα αὐτοῦ θὰ ἐξακολουθήσῃ νὰ ἀγωνίζεται ὑπὲρ τῶν ἀρχῶν του.: [996, 372, 1173, 424]
paragraph: Σήμερον συνεχίζομεν τὴν μετὰ τοῦ ἐν Θεσσαλονίκῃ Ἐλληνικοῦ προξένου τῆς Ἀγγλίας Σὶρ Ἀλφρὲδ Βιλλιώτη συνέντευξιν μας, περιερχόμενοι εἰς τὸ ζήτημα τῆς στατιστικῆς τῆς Μακεδονίας.: [996, 1108, 1173, 1187]
paragraph: ΚΟΡΙΖΗΣ. Κύριε Κουμουνδοῦρε ὁ κ. ἀρχηγὸς σᾶς ἀπαντᾷ τὸν λόγον.: [426, 436, 603, 461]
column-4: [610, 118, 800, 2198]
paragraph: Οἱ κάτοικοι τῶν χωρίων τῆς Μακεδονίας, καίτοι ὁμιλοῦντες ἐνίοτε σλαβικὰ, θεωροῦσιν ἑαυτοὺς Ἕλληνας καὶ ἀνήκουσιν εἰς τὸ Πατριαρχεῖον.: [1186, 358, 1363, 424]
paragraph: Ἐὰν ἐπιθυμῇ ἡ Βουλὴ νὰ λάβῃ γνῶσιν, δύναται νὰ ὁρίσῃ ἐπιτροπὴν ἐκ τῶν μελῶν της, ἡ ὁποία θὰ ἐξετάσῃ τὰ ἔγγραφα ἐν τῷ ὑπουργείῳ καὶ θὰ ὑποβάλῃ ἔκθεσιν. Πέραν τούτου δὲν δύναμαι νὰ προχωρήσω.: [236, 1077, 413, 1170]
paragraph: Ὁ κ. ΘΕΟΤΟΚΗΣ λέγει ὅτι τὸ πρόγραμμα τῆς Κυβερνήσεως εἶνε ἐμπεριεχόμενον εἰς τὸν Βασιλικὸν Λόγον καὶ ὅτι κατὰ τὴν ἐφαρμογὴν αὐτοῦ ἡ Κυβέρνησις θὰ ζητήσῃ τὴν συνδρομὴν τῆς Βουλῆς.: [806, 1063, 983, 1142]
section-heading: [616, 1024, 793, 1254]
paragraph: Ἡ συνεδρίασις ἐλύθη τὴν 7ην ὥραν μ. μ.: [1376, 542, 1554, 567]
paragraph: — Κύριε Κουμουνδοῦρε, εἴσθε ἐγγεγραμμένος, κύριε Μπουφίδη;: [426, 860, 603, 886]
paragraph: Ὡς δὲ ἀφορᾷ τὸ πρόγραμμα, ἡ Κυβέρνησις ἔχει πρόγραμμα ὡρισμένον καὶ θὰ τὸ ἐφαρμόσῃ μετὰ τῆς συνδρομῆς τῆς Βουλῆς.: [996, 675, 1173, 727]
heading-kicker: Ο ΟΡΙΣΜΟΣ ΤΗΣ ΣΑΝΙΔΟΣ. — ΠΩΣ ΤΗΝ ΩΡΙΣΕΝ Ο κ. ΔΗΛΙΓΙΑΝΝΗΣ: [617, 1265, 792, 1305]
paragraph: Ἡ κ. ΚΩΝΣΤΑΝΤΟΠΟΥΛΟΣ διαμαρτύρεται ἰσχυριζόμενος ὅτι ὁ λόγος τοῦ κ. Δηλιγιάννη εἶνε ἀντισυνταγματικός.: [616, 965, 793, 1017]
heading-kicker: ΗΜΕΡΗΣΙΑ ΔΙΑΤΑΞΙΣ: [446, 587, 583, 600]
paragraph: Εἶτα ὁ κ. ΠΡΩΘΥΠΟΥΡΓΟΣ εἰσερχόμενος εἰς τὴν ἐξέτασιν τοῦ δόγματος τοῦ Βασ. Λόγου περὶ τοῦ τρόπου τοῦ σχηματισμοῦ τῆς Κυβερνήσεως λέγει, ὅτι ὀφείλει νὰ εἶπῃ δύο λέξεις. Ἡ Κυβέρνησις ἐσχηματίσθη κατὰ τὴν ἀρχὴν τῆς πλειονοψηφίας.: [616, 798, 793, 904]
paragraph: Κατὰ τὴν Τουρκικὴν στατιστικὴν, ἡ ὁποία κατ' ἀρχὴν εἶνε ἀκριβεστέρα τῶν ξένων κατὰ τὴν τοῦ ζητήματος ἐξάπλωσιν, οἱ Ἕλληνες ἀποτελοῦσι τὴν πλειονότητα.: [996, 1307, 1173, 1372]
paragraph: Αἱ διάφοροι στατιστικαὶ τῆς Μακεδονίας κατήντησαν μεροληπτικαὶ διὰ τὴν παρεμβολὴν ξένων συμφερόντων, τὰ ὁποῖα θέλουν νὰ παραστήσωσι τὴν χώραν ὡς Βουλγαρικήν.: [996, 1479, 1173, 1558]
paragraph: Ἐπιτίθεται κατὰ τῆς Κυβερνήσεως διὰ τὴν πορείαν αὐτῆς κατὰ τὸ στάδιον τῶν ἐκλογῶν καὶ τὰς γενομένας ἀναμίξεις, τὰς ὁποίας χαρακτηρίζει ὡς ἀδίκους.: [996, 148, 1173, 214]
paragraph: Πιθανὸν νὰ ὁμιλήσῃ καὶ ὁ κ. Δηλιγιάννης ἐκ νέου, ἀπαντῶν εἰς τὸν κ. Θεοτόκην.: [1376, 498, 1554, 537]
paragraph: Τὰ ἐπίσημα ἔγγραφα ταῦτα δὲν ἐξεδόθησαν. Ἡ ἐγκαλοῦσα τὴν ὁποίαν ἐξέδωσα ἔλεγεν, ὅτι οἱ ἀξιωματικοὶ οἱ ὁποῖοι κατὰ τὸν πόλεμον διεκρίθησαν πρέπει νὰ προαχθῶσιν, ἐκεῖνοι δὲ οἱ ὁποῖοι ἐπέδειξαν ἀτολμίαν νὰ ἀπομακρυνθῶσιν τοῦ στρατεύματος. Δὲν ἔκαμα τίποτε ἄλλο, κύριοι, παρὰ νὰ ἐκτελέσω τὸ καθῆκόν μου.: [46, 1266, 223, 1399]
